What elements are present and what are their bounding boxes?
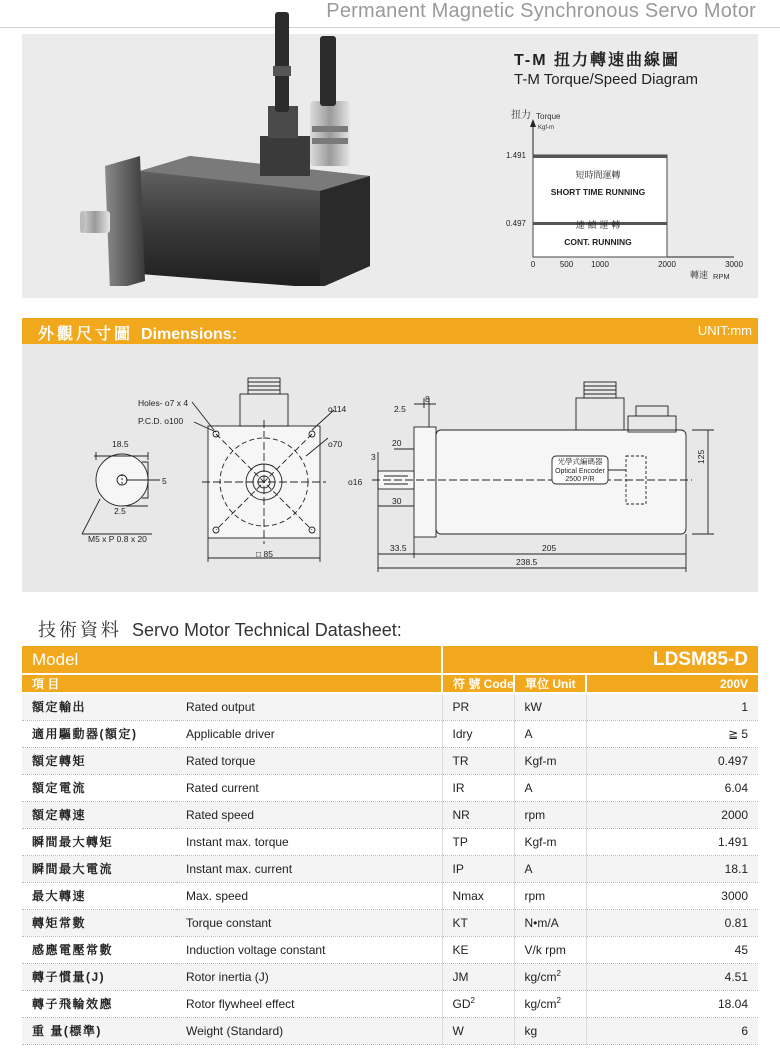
dimensions-title — [38, 321, 237, 344]
param-name-cn — [22, 828, 176, 855]
param-code-text: Nmax — [452, 888, 484, 903]
param-unit-text: N•m/A — [524, 915, 559, 930]
cont-running-label-cn: 連 續 運 轉 — [575, 221, 621, 231]
dim-d16: ο16 — [348, 477, 363, 487]
dimensions-drawing — [22, 344, 758, 592]
header-code: 符 號 Code — [442, 674, 514, 693]
param-name-en — [176, 963, 442, 990]
dim-m5: M5 x P 0.8 x 20 — [88, 534, 147, 544]
dimensions-unit: UNIT:mm — [697, 323, 752, 338]
param-unit — [514, 855, 586, 882]
dim-8: 8 — [425, 394, 430, 404]
param-name-en-text: Applicable driver — [186, 726, 275, 741]
servo-motor-image — [80, 6, 380, 286]
param-name-cn-text: 最大轉速 — [32, 889, 87, 903]
param-unit-text: Kgf-m — [524, 753, 557, 768]
encoder-label-en: Optical Encoder — [555, 468, 605, 475]
param-name-cn-text: 轉子飛輪效應 — [32, 997, 114, 1011]
dim-125: 125 — [696, 449, 706, 464]
x-tick-label: 0 — [530, 260, 536, 269]
dim-d114: ο114 — [328, 404, 347, 414]
param-name-cn-text: 感應電壓常數 — [32, 943, 114, 957]
dimensions-title-cn: 外觀尺寸圖 — [38, 326, 134, 343]
param-value — [586, 828, 758, 855]
param-name-cn-text: 額定輸出 — [32, 700, 87, 715]
param-name-en — [176, 855, 442, 882]
table-row — [22, 990, 758, 1017]
param-unit — [514, 1017, 586, 1044]
param-code-text: TP — [452, 834, 468, 849]
param-name-en-text: Rated torque — [186, 753, 256, 768]
datasheet-title-en: Servo Motor Technical Datasheet: — [132, 620, 402, 640]
param-name-cn-text: 適用驅動器(額定) — [32, 727, 138, 741]
param-code — [442, 693, 514, 720]
param-name-cn — [22, 801, 176, 828]
dim-pcd: P.C.D. ο100 — [138, 416, 184, 426]
param-value — [586, 990, 758, 1017]
param-unit — [514, 801, 586, 828]
header-item: 項 目 — [22, 674, 442, 693]
param-value-text: 3000 — [721, 888, 748, 903]
param-value-text: 6.04 — [724, 780, 748, 795]
param-value-text: 2000 — [721, 807, 748, 822]
param-unit-text: kg — [524, 1023, 538, 1038]
param-name-en-text: Rated current — [186, 780, 259, 795]
param-name-en — [176, 801, 442, 828]
param-name-en — [176, 747, 442, 774]
dimensions-drawing-panel — [22, 344, 758, 592]
param-unit-text: kg/cm — [524, 997, 557, 1011]
table-row — [22, 855, 758, 882]
param-name-cn-text: 額定電流 — [32, 781, 87, 795]
datasheet-table — [22, 646, 758, 1045]
dim-33-5: 33.5 — [390, 543, 407, 553]
table-row — [22, 720, 758, 747]
short-time-label-cn: 短時間運轉 — [575, 171, 621, 181]
param-name-cn-text: 額定轉矩 — [32, 754, 87, 768]
param-code-text: W — [452, 1023, 464, 1038]
param-name-en — [176, 774, 442, 801]
cont-running-label-en: CONT. RUNNING — [564, 237, 632, 247]
param-name-en — [176, 720, 442, 747]
param-value-text: 0.497 — [717, 753, 748, 768]
dim-238-5: 238.5 — [516, 557, 538, 567]
dim-30: 30 — [392, 496, 402, 506]
param-unit — [514, 747, 586, 774]
param-name-en-text: Induction voltage constant — [186, 942, 326, 957]
y-label-cn: 扭力 — [511, 110, 531, 121]
param-name-cn-text: 重 量(標準) — [32, 1024, 102, 1038]
param-unit — [514, 720, 586, 747]
param-unit-text: kg/cm — [524, 970, 557, 984]
tm-chart — [498, 105, 743, 285]
table-row — [22, 693, 758, 720]
param-name-en — [176, 828, 442, 855]
param-unit-text: A — [524, 861, 533, 876]
param-value-text: 6 — [741, 1023, 748, 1038]
param-name-cn — [22, 693, 176, 720]
param-value — [586, 720, 758, 747]
param-name-cn — [22, 990, 176, 1017]
param-code — [442, 855, 514, 882]
param-value — [586, 747, 758, 774]
dim-18-5: 18.5 — [112, 439, 129, 449]
x-label-cn: 轉速 — [690, 271, 709, 281]
param-code — [442, 720, 514, 747]
param-code — [442, 1017, 514, 1044]
header-voltage: 200V — [586, 674, 758, 693]
param-unit-text: Kgf-m — [524, 834, 557, 849]
x-tick-label: 500 — [559, 260, 574, 269]
param-name-cn — [22, 909, 176, 936]
param-value — [586, 909, 758, 936]
short-time-label-en: SHORT TIME RUNNING — [550, 187, 646, 197]
param-name-en — [176, 1017, 442, 1044]
unit-superscript: 2 — [556, 996, 561, 1005]
param-value — [586, 801, 758, 828]
param-value-text: 18.1 — [724, 861, 748, 876]
param-name-cn — [22, 936, 176, 963]
header-unit: 單位 Unit — [514, 674, 586, 693]
param-name-cn — [22, 882, 176, 909]
param-value — [586, 936, 758, 963]
param-name-cn-text: 瞬間最大電流 — [32, 862, 114, 876]
param-name-cn — [22, 855, 176, 882]
param-code-text: KT — [452, 915, 468, 930]
table-row — [22, 801, 758, 828]
param-unit-text: rpm — [524, 807, 546, 822]
dim-5: 5 — [162, 476, 167, 486]
param-code-text: KE — [452, 942, 469, 957]
x-label-en: RPM — [713, 272, 730, 281]
param-name-cn — [22, 747, 176, 774]
table-row — [22, 909, 758, 936]
param-unit — [514, 909, 586, 936]
param-name-cn-text: 轉子慣量(J) — [32, 970, 106, 984]
page-header-title: Permanent Magnetic Synchronous Servo Motor — [326, 0, 756, 22]
param-unit — [514, 828, 586, 855]
model-row — [22, 646, 758, 674]
param-name-cn — [22, 1017, 176, 1044]
param-code-text: NR — [452, 807, 470, 822]
y-unit: Kgf-m — [538, 125, 555, 131]
param-name-en-text: Instant max. torque — [186, 834, 289, 849]
param-value — [586, 693, 758, 720]
param-name-cn-text: 額定轉速 — [32, 808, 87, 822]
param-name-cn — [22, 963, 176, 990]
param-name-en-text: Torque constant — [186, 915, 272, 930]
param-unit — [514, 774, 586, 801]
param-name-en-text: Instant max. current — [186, 861, 293, 876]
dim-d70: ο70 — [328, 439, 343, 449]
dim-3: 3 — [371, 452, 376, 462]
param-value-text: 4.51 — [724, 969, 748, 984]
param-code-text: PR — [452, 699, 470, 714]
param-unit-text: rpm — [524, 888, 546, 903]
param-name-en-text: Max. speed — [186, 888, 249, 903]
x-tick-label: 3000 — [725, 260, 743, 269]
dim-2-5: 2.5 — [114, 506, 126, 516]
dim-205: 205 — [542, 543, 557, 553]
dimensions-title-en: Dimensions: — [141, 326, 238, 343]
param-value-text: 45 — [734, 942, 748, 957]
param-code — [442, 936, 514, 963]
param-value — [586, 1017, 758, 1044]
param-code-text: IP — [452, 861, 464, 876]
param-value — [586, 774, 758, 801]
short-time-top-band — [533, 155, 667, 158]
param-value-text: 0.81 — [724, 915, 748, 930]
param-code — [442, 990, 514, 1017]
param-name-cn — [22, 720, 176, 747]
param-unit-text: A — [524, 726, 533, 741]
param-name-en-text: Weight (Standard) — [186, 1023, 284, 1038]
param-value — [586, 963, 758, 990]
dimensions-header — [22, 318, 758, 344]
param-name-cn-text: 瞬間最大轉矩 — [32, 835, 114, 849]
table-header-row — [22, 674, 758, 693]
model-name: LDSM85-D — [442, 646, 758, 674]
param-name-en — [176, 909, 442, 936]
param-unit — [514, 693, 586, 720]
param-code — [442, 909, 514, 936]
dim-20: 20 — [392, 438, 402, 448]
param-value-text: 18.04 — [717, 996, 748, 1011]
param-code — [442, 828, 514, 855]
code-superscript: 2 — [470, 996, 475, 1005]
datasheet-title-cn: 技術資料 — [38, 620, 122, 640]
param-code-text: JM — [452, 969, 469, 984]
param-code — [442, 747, 514, 774]
param-name-en — [176, 693, 442, 720]
table-row — [22, 774, 758, 801]
encoder-label-cn: 光學式編碼器 — [557, 457, 603, 466]
param-unit — [514, 882, 586, 909]
table-row — [22, 963, 758, 990]
table-row — [22, 882, 758, 909]
param-name-en-text: Rated output — [186, 699, 255, 714]
param-unit — [514, 963, 586, 990]
encoder-resolution: 2500 P/R — [565, 476, 595, 483]
param-value-text: ≧ 5 — [727, 726, 748, 741]
param-unit — [514, 990, 586, 1017]
param-value — [586, 882, 758, 909]
dim-2-5b: 2.5 — [394, 404, 406, 414]
param-name-en-text: Rotor flywheel effect — [186, 996, 295, 1011]
param-name-en — [176, 882, 442, 909]
param-code — [442, 774, 514, 801]
table-row — [22, 936, 758, 963]
param-unit-text: V/k rpm — [524, 942, 566, 957]
param-name-en — [176, 990, 442, 1017]
table-row — [22, 1017, 758, 1044]
param-code-text: TR — [452, 753, 469, 768]
param-value-text: 1.491 — [717, 834, 748, 849]
x-tick-label: 2000 — [658, 260, 676, 269]
x-tick-label: 1000 — [591, 260, 609, 269]
param-unit-text: A — [524, 780, 533, 795]
y-label-en: Torque — [536, 112, 561, 121]
y-tick-label: 0.497 — [505, 219, 526, 228]
param-name-en-text: Rated speed — [186, 807, 255, 822]
param-code — [442, 882, 514, 909]
y-tick-label: 1.491 — [505, 151, 526, 160]
param-unit — [514, 936, 586, 963]
param-code — [442, 963, 514, 990]
param-code-text: IR — [452, 780, 465, 795]
param-code-text: Idry — [452, 726, 473, 741]
dim-holes: Holes- ο7 x 4 — [138, 398, 189, 408]
tm-diagram-title-cn: T-M 扭力轉速曲線圖 — [514, 52, 680, 69]
param-name-en-text: Rotor inertia (J) — [186, 969, 269, 984]
tm-diagram-title-en: T-M Torque/Speed Diagram — [514, 71, 698, 88]
param-unit-text: kW — [524, 699, 542, 714]
param-code-text: GD — [452, 997, 471, 1011]
param-value-text: 1 — [741, 699, 748, 714]
param-name-cn-text: 轉矩常數 — [32, 916, 87, 930]
unit-superscript: 2 — [556, 969, 561, 978]
param-code — [442, 801, 514, 828]
param-name-en — [176, 936, 442, 963]
model-label: Model — [22, 646, 442, 674]
datasheet-title — [38, 616, 402, 642]
dim-sq85: □ 85 — [256, 549, 273, 559]
param-value — [586, 855, 758, 882]
table-row — [22, 747, 758, 774]
param-name-cn — [22, 774, 176, 801]
table-row — [22, 828, 758, 855]
